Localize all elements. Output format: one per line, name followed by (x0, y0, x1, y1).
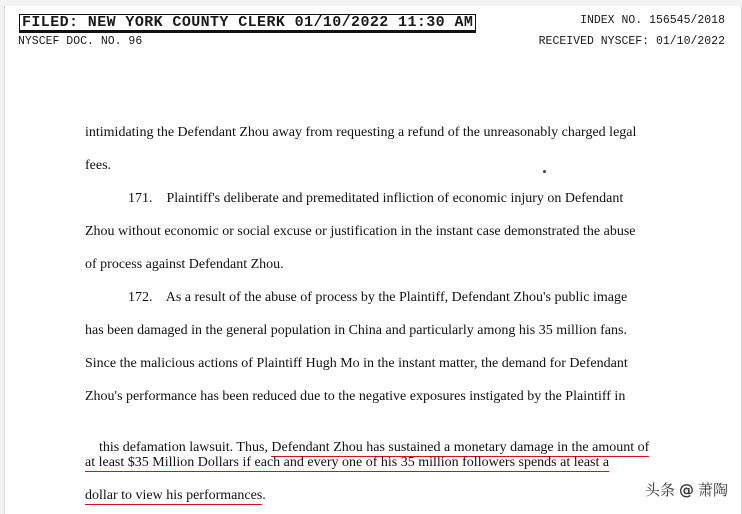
body-line: fees. (85, 158, 112, 173)
watermark-author: 萧陶 (697, 481, 728, 499)
body-line: intimidating the Defendant Zhou away from requesting a refund of the unreasonably charged legal (85, 125, 637, 140)
underlined-damage-claim: dollar to view his performances (85, 488, 263, 503)
paragraph-171-first-line: 171. Plaintiff's deliberate and premeditated infliction of economic injury on Defendant (128, 191, 624, 206)
body-line: Zhou's performance has been reduced due to the negative exposures instigated by the Plaintiff in (85, 389, 626, 404)
watermark-at: @ (678, 480, 694, 499)
watermark (645, 479, 728, 500)
body-text: this defamation lawsuit. Thus, (99, 440, 272, 455)
body-line (85, 487, 266, 505)
body-line: Since the malicious actions of Plaintiff Hugh Mo in the instant matter, the demand for Defendant (85, 356, 628, 371)
body-line: Zhou without economic or social excuse or justification in the instant case demonstrated the abuse (85, 224, 636, 239)
underlined-damage-claim: Defendant Zhou has sustained a monetary damage in the amount of (271, 440, 650, 455)
doc-number: NYSCEF DOC. NO. 96 (18, 35, 143, 48)
paragraph-172-first-line: 172. As a result of the abuse of process by the Plaintiff, Defendant Zhou's public image (128, 290, 628, 305)
watermark-brand: 头条 (644, 481, 675, 499)
body-line: of process against Defendant Zhou. (85, 257, 284, 272)
body-text: . (262, 488, 266, 503)
document-page (4, 6, 742, 514)
body-line (85, 454, 609, 472)
index-number: INDEX NO. 156545/2018 (580, 14, 725, 27)
stray-mark (543, 170, 546, 173)
filed-stamp: FILED: NEW YORK COUNTY CLERK 01/10/2022 11:30 AM (19, 14, 476, 33)
received-date: RECEIVED NYSCEF: 01/10/2022 (538, 35, 725, 48)
body-line: has been damaged in the general population in China and particularly among his 35 million fans. (85, 323, 627, 338)
underlined-damage-claim: at least $35 Million Dollars if each and every one of his 35 million followers spends at least a (85, 455, 610, 470)
